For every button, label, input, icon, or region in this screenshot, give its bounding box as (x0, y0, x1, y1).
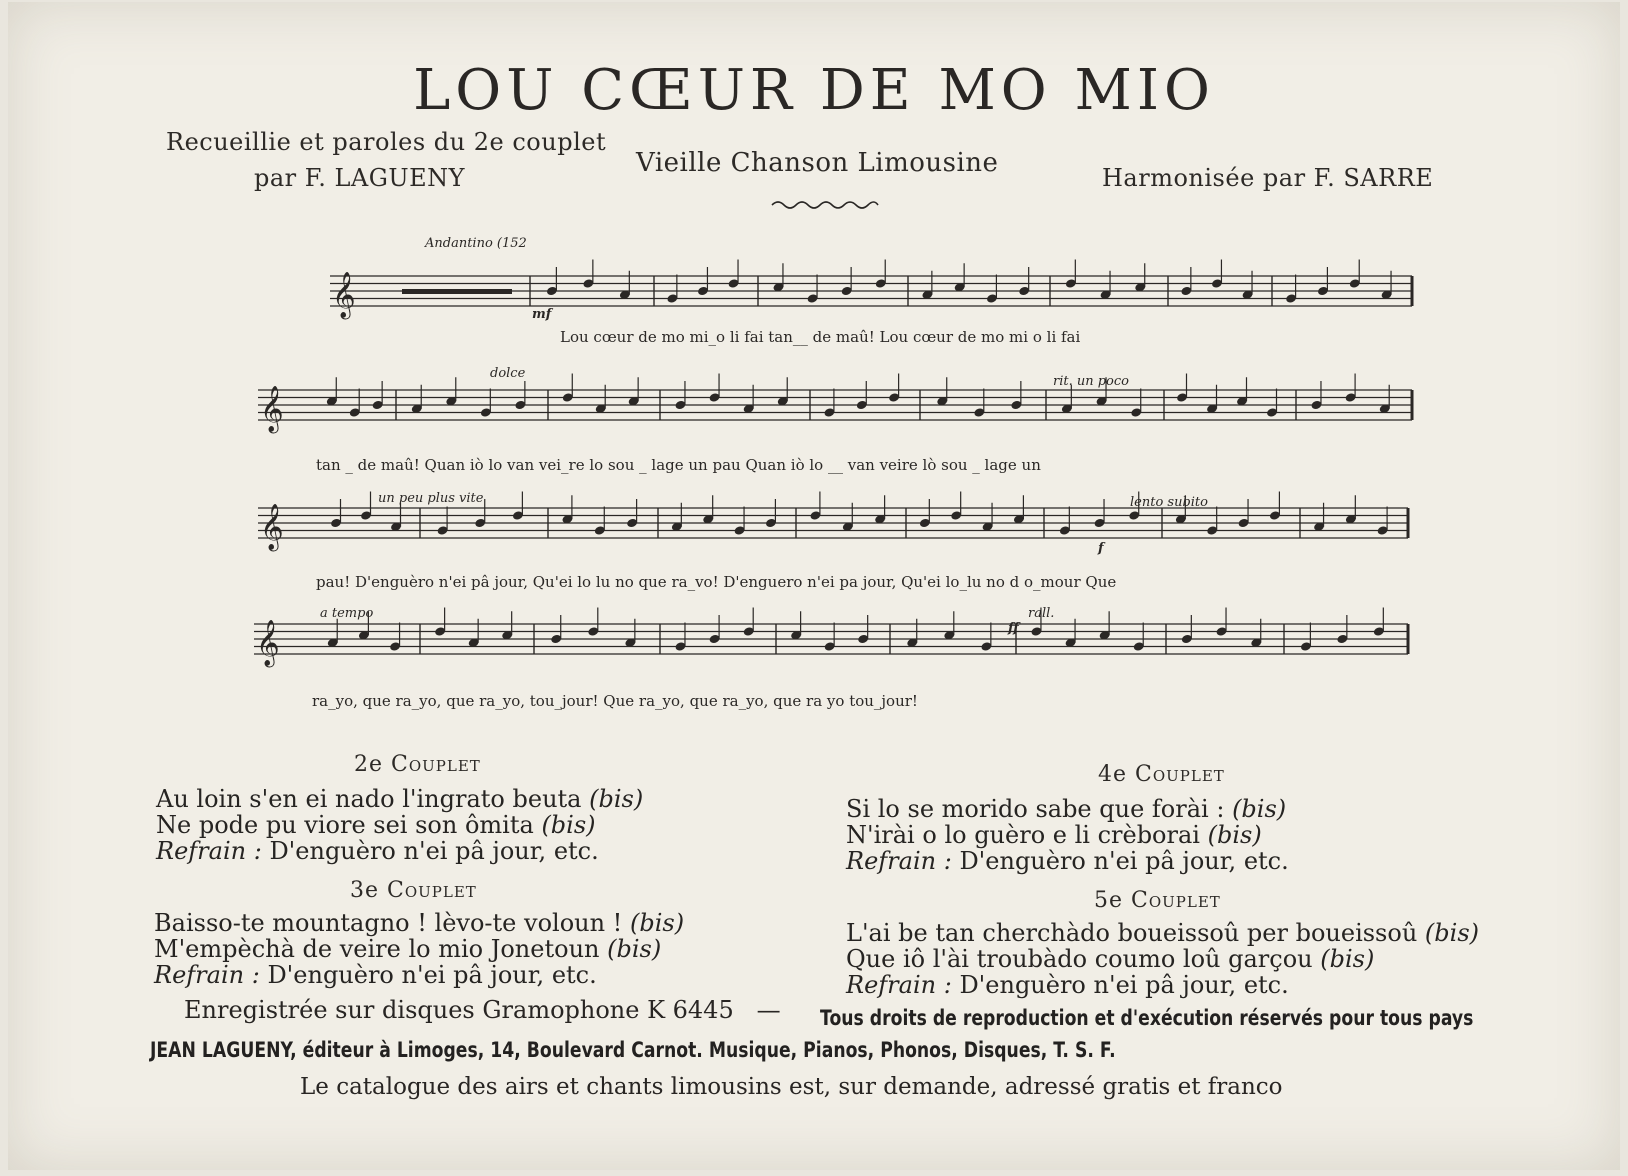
couplet-3-heading: 3e Couplet (350, 878, 477, 903)
treble-clef: 𝄞 (256, 620, 280, 666)
ff-marking: ff (1008, 621, 1019, 636)
treble-clef: 𝄞 (260, 386, 284, 432)
tempo-marking: Andantino (152 (425, 236, 527, 251)
couplet-5-refrain: D'enguèro n'ei pâ jour, etc. (959, 971, 1289, 999)
rall-marking: rall. (1028, 606, 1055, 621)
couplet-3-verse: Baisso-te mountagno ! lèvo-te voloun ! (bis) M'empèchà de veire lo mio Jonetoun (bis) Refrain : D'enguèro n'ei pâ jour, etc. (154, 909, 685, 989)
couplet-5-line-1: L'ai be tan cherchàdo boueissoû per boueissoû (846, 919, 1418, 947)
lyrics-line-4: ra_yo, que ra_yo, que ra_yo, tou_jour! Que ra_yo, que ra_yo, que ra yo tou_jour! (312, 692, 918, 710)
couplet-3-line-2: M'empèchà de veire lo mio Jonetoun (154, 935, 600, 963)
couplet-2-heading: 2e Couplet (354, 752, 481, 777)
couplet-2-refrain: D'enguèro n'ei pâ jour, etc. (269, 837, 599, 865)
couplet-2-verse: Au loin s'en ei nado l'ingrato beuta (bis) Ne pode pu viore sei son ômita (bis) Refrain : D'enguèro n'ei pâ jour, etc. (156, 785, 644, 865)
song-title: LOU CŒUR DE MO MIO (413, 58, 1215, 123)
couplet-4-heading: 4e Couplet (1098, 762, 1225, 787)
couplet-5-verse: L'ai be tan cherchàdo boueissoû per boueissoû (bis) Que iô l'ài troubàdo coumo loû garçou (bis) Refrain : D'enguèro n'ei pâ jour, etc. (846, 919, 1480, 999)
couplet-3-refrain: D'enguèro n'ei pâ jour, etc. (267, 961, 597, 989)
lyrics-line-1: Lou cœur de mo mi_o li fai tan__ de maû! Lou cœur de mo mi o li fai (560, 328, 1081, 346)
collector-credit-line1: Recueillie et paroles du 2e couplet (166, 128, 607, 156)
publisher-info: JEAN LAGUENY, éditeur à Limoges, 14, Boulevard Carnot. Musique, Pianos, Phonos, Disques, T. S. F. (150, 1038, 1116, 1062)
couplet-2-line-2: Ne pode pu viore sei son ômita (156, 811, 534, 839)
couplet-4-refrain: D'enguèro n'ei pâ jour, etc. (959, 847, 1289, 875)
rights-notice: Tous droits de reproduction et d'exécution réservés pour tous pays (820, 1006, 1474, 1030)
f-marking: f (1098, 541, 1104, 556)
rit-marking: rit. un poco (1053, 374, 1129, 389)
couplet-4-line-2: N'irài o lo guèro e li crèborai (846, 821, 1200, 849)
lento-subito-marking: lento subito (1130, 495, 1208, 510)
couplet-5-heading: 5e Couplet (1094, 888, 1221, 913)
couplet-5-line-2: Que iô l'ài troubàdo coumo loû garçou (846, 945, 1313, 973)
treble-clef: 𝄞 (260, 504, 284, 550)
subtitle: Vieille Chanson Limousine (636, 148, 999, 178)
collector-credit-line2: par F. LAGUENY (254, 164, 465, 192)
recording-info: Enregistrée sur disques Gramophone K 6445 — (184, 996, 781, 1024)
mf-marking: mf (532, 307, 552, 322)
un-peu-plus-vite-marking: un peu plus vite (378, 491, 484, 506)
lyrics-line-2: tan _ de maû! Quan iò lo van vei_re lo sou _ lage un pau Quan iò lo __ van veire lò sou _ lage un (316, 456, 1041, 474)
couplet-2-line-1: Au loin s'en ei nado l'ingrato beuta (156, 785, 582, 813)
dolce-marking: dolce (490, 366, 526, 381)
a-tempo-marking: a tempo (320, 606, 374, 621)
couplet-3-line-1: Baisso-te mountagno ! lèvo-te voloun ! (154, 909, 623, 937)
couplet-4-verse: Si lo se morido sabe que forài : (bis) N'irài o lo guèro e li crèborai (bis) Refrain : D'enguèro n'ei pâ jour, etc. (846, 795, 1289, 875)
treble-clef: 𝄞 (332, 272, 356, 318)
harmonizer-credit: Harmonisée par F. SARRE (1102, 164, 1434, 192)
catalogue-notice: Le catalogue des airs et chants limousins est, sur demande, adressé gratis et franco (300, 1074, 1283, 1100)
multi-rest (402, 289, 512, 294)
couplet-4-line-1: Si lo se morido sabe que forài : (846, 795, 1225, 823)
lyrics-line-3: pau! D'enguèro n'ei pâ jour, Qu'ei lo lu no que ra_vo! D'enguero n'ei pa jour, Qu'ei lo_lu no d o_mour Que (316, 573, 1117, 591)
